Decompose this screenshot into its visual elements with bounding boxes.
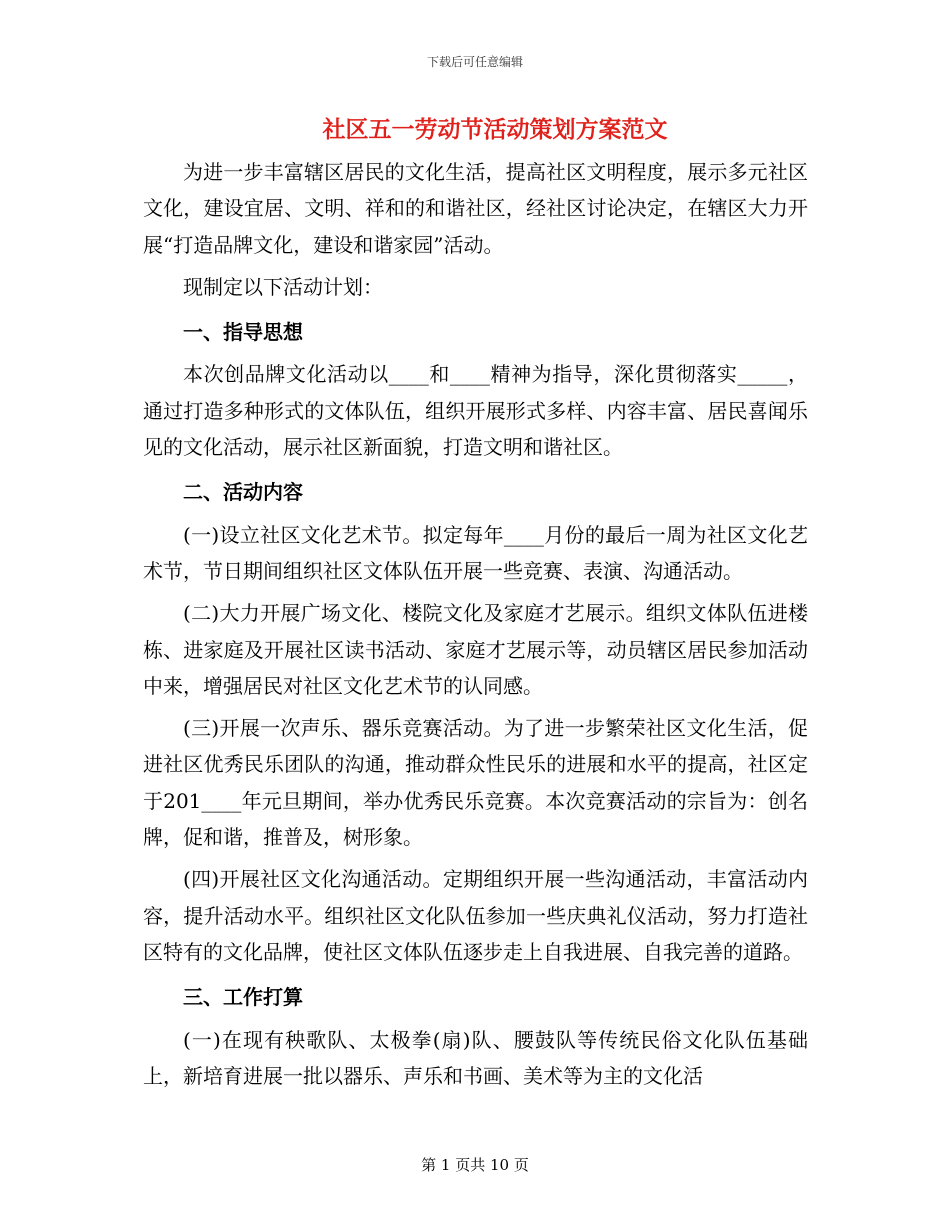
activity-item-3: (三)开展一次声乐、器乐竞赛活动。为了进一步繁荣社区文化生活，促进社区优秀民乐团队的沟通，推动群众性民乐的进展和水平的提高，社区定于201____年元旦期间，举办优秀民乐竞赛。本次竞赛活动的宗旨为：创名牌，促和谐，推普及，树形象。	[143, 716, 808, 850]
activity-item-1: (一)设立社区文化艺术节。拟定每年____月份的最后一周为社区文化艺术节，节日期间组织社区文体队伍开展一些竞赛、表演、沟通活动。	[143, 522, 808, 583]
plan-intro-paragraph: 现制定以下活动计划：	[183, 274, 383, 299]
activity-item-4: (四)开展社区文化沟通活动。定期组织开展一些沟通活动，丰富活动内容，提升活动水平。组织社区文化队伍参加一些庆典礼仪活动，努力打造社区特有的文化品牌，使社区文体队伍逐步走上自我进展、自我完善的道路。	[143, 867, 808, 964]
document-title: 社区五一劳动节活动策划方案范文	[322, 116, 668, 143]
section-heading-guiding-thought: 一、指导思想	[183, 320, 303, 345]
section-guiding-thought-body: 本次创品牌文化活动以____和____精神为指导，深化贯彻落实_____，通过打造多种形式的文体队伍，组织开展形式多样、内容丰富、居民喜闻乐见的文化活动，展示社区新面貌，打造文明和谐社区。	[143, 362, 808, 460]
activity-item-2: (二)大力开展广场文化、楼院文化及家庭才艺展示。组织文体队伍进楼栋、进家庭及开展社区读书活动、家庭才艺展示等，动员辖区居民参加活动中来，增强居民对社区文化艺术节的认同感。	[143, 601, 808, 698]
intro-paragraph: 为进一步丰富辖区居民的文化生活，提高社区文明程度，展示多元社区文化，建设宜居、文明、祥和的和谐社区，经社区讨论决定，在辖区大力开展“打造品牌文化，建设和谐家园”活动。	[143, 160, 808, 257]
document-body	[143, 154, 808, 1094]
page-number-footer: 第 1 页共 10 页	[421, 1156, 529, 1174]
page-header-note: 下载后可任意编辑	[426, 55, 523, 69]
section-heading-work-plan: 三、工作打算	[183, 985, 303, 1010]
work-plan-item-1: (一)在现有秧歌队、太极拳(扇)队、腰鼓队等传统民俗文化队伍基础上，新培育进展一批以器乐、声乐和书画、美术等为主的文化活	[143, 1027, 808, 1088]
section-heading-activity-content: 二、活动内容	[183, 480, 303, 505]
